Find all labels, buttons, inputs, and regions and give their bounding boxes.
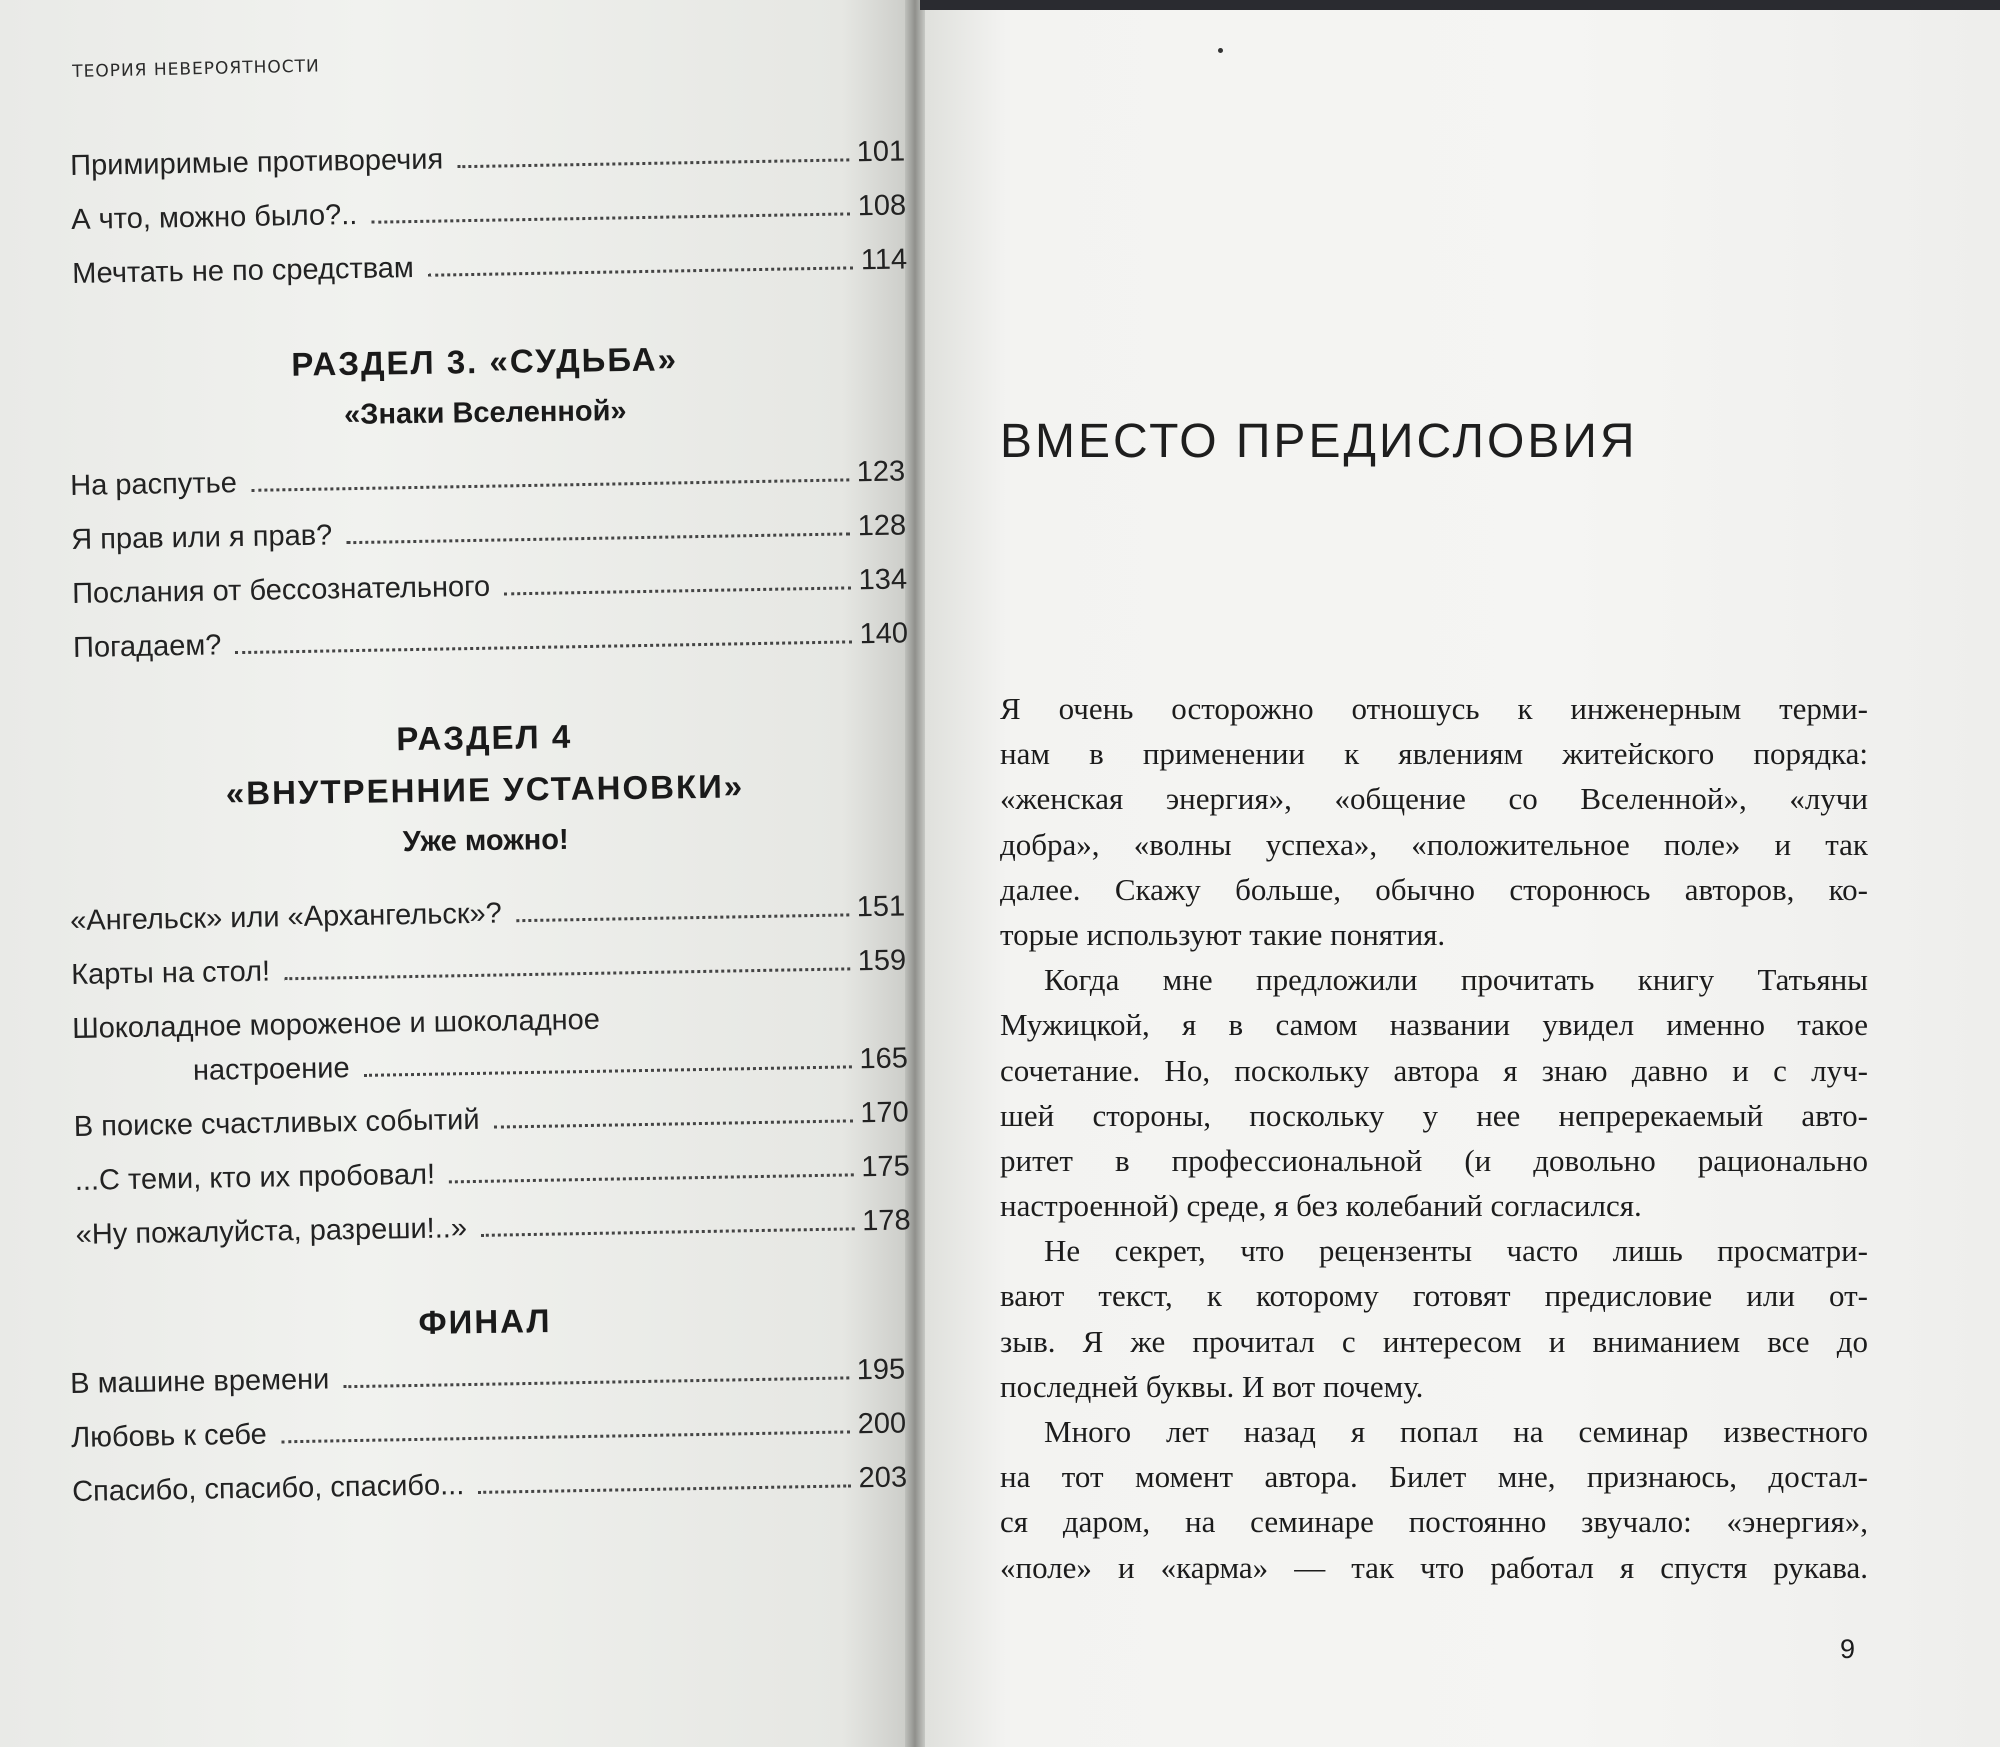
toc-entry-page: 101	[856, 135, 906, 169]
section-title-line2: «ВНУТРЕННИЕ УСТАНОВКИ»	[225, 767, 745, 812]
toc-entry-title: Любовь к себе	[70, 1418, 268, 1454]
toc-leader	[457, 158, 849, 168]
page-number: 9	[1840, 1634, 1856, 1664]
toc-entry-title: А что, можно было?..	[70, 198, 358, 236]
toc-entry-title: ...С теми, кто их пробовал!	[74, 1158, 436, 1197]
text-line: вают текст, к которому готовят предисловие или от-	[1000, 1278, 1868, 1314]
section-title: РАЗДЕЛ 3. «СУДЬБА»	[291, 340, 679, 383]
page-top-edge	[920, 0, 2000, 10]
text-line: далее. Скажу больше, обычно сторонюсь авторов, ко-	[1000, 871, 1868, 907]
toc-leader	[364, 1065, 852, 1077]
section-subtitle: Уже можно!	[402, 823, 569, 859]
toc-entry-page: 203	[858, 1461, 908, 1495]
text-line: Когда мне предложили прочитать книгу Татьяны	[1044, 962, 1868, 998]
toc-entry-page: 170	[860, 1096, 910, 1130]
text-line: шей стороны, поскольку у нее непререкаемый авто-	[1000, 1097, 1868, 1133]
toc-entry-page: 123	[856, 455, 906, 489]
toc-leader	[284, 967, 850, 980]
text-line: настроенной) среде, я без колебаний согласился.	[1000, 1188, 1642, 1224]
toc-entry-page: 134	[858, 563, 908, 597]
running-head: ТЕОРИЯ НЕВЕРОЯТНОСТИ	[72, 56, 320, 82]
toc-entry-page: 108	[857, 189, 907, 223]
toc-leader	[281, 1430, 850, 1443]
toc-entry-title: Спасибо, спасибо, спасибо...	[71, 1469, 465, 1508]
toc-entry-title: Я прав или я прав?	[70, 519, 333, 556]
toc-entry-title: На распутье	[70, 467, 238, 502]
toc-entry-page: 175	[861, 1150, 910, 1184]
toc-entry-title: В машине времени	[70, 1363, 330, 1400]
toc-leader	[251, 478, 849, 491]
toc-entry-title: Карты на стол!	[70, 955, 271, 991]
ink-speck	[1218, 48, 1223, 53]
text-line: ритет в профессиональной (и довольно рационально	[1000, 1142, 1868, 1178]
toc-entry-page: 151	[856, 890, 906, 924]
toc-leader	[428, 266, 853, 276]
toc-entry-page: 178	[861, 1204, 911, 1238]
toc-leader	[449, 1173, 853, 1183]
text-line: торые используют такие понятия.	[1000, 916, 1446, 952]
toc-entry-title: Послания от бессознательного	[71, 570, 491, 610]
section-title: РАЗДЕЛ 4	[396, 717, 573, 758]
section-title: ФИНАЛ	[418, 1302, 552, 1341]
toc-entry-title: Погадаем?	[72, 629, 222, 664]
section-subtitle: «Знаки Вселенной»	[343, 395, 627, 431]
book-gutter	[905, 0, 925, 1747]
toc-entry-page: 140	[859, 617, 909, 651]
text-line: Много лет назад я попал на семинар известного	[1044, 1414, 1868, 1449]
toc-leader	[494, 1119, 853, 1128]
toc-group-section-3	[70, 455, 909, 686]
toc-leader	[346, 532, 850, 544]
toc-entry-page: 200	[857, 1407, 907, 1441]
text-line: Мужицкой, я в самом названии увидел именно такое	[1000, 1007, 1868, 1043]
toc-leader	[516, 913, 849, 922]
toc-entry-title-continued: настроение	[192, 1052, 350, 1087]
toc-entry-title: Мечтать не по средствам	[71, 252, 415, 290]
text-line: нам в применении к явлениям житейского порядка:	[1000, 736, 1868, 772]
toc-group-section-4	[70, 890, 911, 1273]
toc-group-top	[70, 135, 908, 312]
toc-leader	[481, 1227, 854, 1237]
text-line: ся даром, на семинаре постоянно звучало: «энергия»,	[1000, 1504, 1868, 1540]
toc-entry-page: 165	[859, 1042, 909, 1076]
toc-entry-title: Примиримые противоречия	[70, 143, 444, 182]
toc-entry-page: 114	[860, 243, 908, 277]
toc-entry-page: 159	[857, 944, 907, 978]
toc-group-final	[70, 1353, 908, 1530]
chapter-title: ВМЕСТО ПРЕДИСЛОВИЯ	[1000, 415, 1638, 468]
text-line: «поле» и «карма» — так что работал я спустя рукава.	[1000, 1549, 1868, 1585]
text-line: Я очень осторожно отношусь к инженерным терми-	[1000, 691, 1868, 726]
section-4-heading	[69, 706, 901, 872]
text-line: добра», «волны успеха», «положительное поле» и так	[1000, 826, 1868, 862]
text-line: «женская энергия», «общение со Вселенной», «лучи	[1000, 781, 1868, 817]
toc-leader	[478, 1484, 850, 1493]
text-line: сочетание. Но, поскольку автора я знаю давно и с луч-	[1000, 1052, 1868, 1088]
body-text	[1000, 686, 1868, 1590]
toc-entry-title: «Ну пожалуйста, разреши!..»	[75, 1212, 468, 1251]
text-line: на тот момент автора. Билет мне, признаюсь, достал-	[1000, 1459, 1868, 1495]
toc-entry-title: В поиске счастливых событий	[73, 1103, 480, 1143]
text-line: последней буквы. И вот почему.	[1000, 1368, 1424, 1404]
text-line: Не секрет, что рецензенты часто лишь просматри-	[1044, 1233, 1868, 1269]
toc-leader	[343, 1376, 849, 1388]
toc-entry-title: «Ангельск» или «Архангельск»?	[70, 897, 503, 937]
toc-leader	[504, 586, 851, 595]
toc-leader	[371, 212, 849, 223]
toc-entry-page: 195	[856, 1353, 906, 1387]
section-3-heading	[69, 330, 900, 444]
toc-entry-title: Шоколадное мороженое и шоколадное	[71, 1003, 601, 1045]
text-line: зыв. Я же прочитал с интересом и вниманием все до	[1000, 1323, 1868, 1359]
toc-entry-page: 128	[857, 509, 907, 543]
toc-leader	[235, 640, 851, 654]
